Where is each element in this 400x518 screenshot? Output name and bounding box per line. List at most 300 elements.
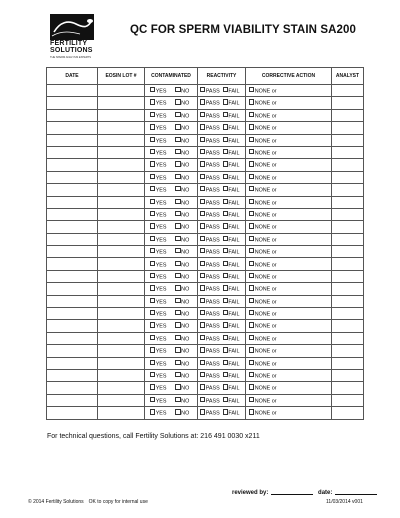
- contaminated-no-checkbox[interactable]: [175, 384, 189, 391]
- checkbox-icon[interactable]: [175, 211, 180, 216]
- checkbox-icon[interactable]: [150, 322, 155, 327]
- eosin-lot-cell[interactable]: [98, 208, 145, 220]
- reactivity-pass-checkbox[interactable]: [200, 347, 220, 354]
- reactivity-pass-checkbox[interactable]: [200, 149, 220, 156]
- checkbox-icon[interactable]: [150, 384, 155, 389]
- checkbox-icon[interactable]: [249, 223, 254, 228]
- corrective-none-checkbox[interactable]: [249, 322, 277, 329]
- reactivity-pass-checkbox[interactable]: [200, 236, 220, 243]
- reactivity-fail-checkbox[interactable]: [223, 124, 240, 131]
- checkbox-icon[interactable]: [175, 372, 180, 377]
- checkbox-icon[interactable]: [249, 298, 254, 303]
- corrective-none-checkbox[interactable]: [249, 112, 277, 119]
- checkbox-icon[interactable]: [200, 310, 205, 315]
- corrective-none-checkbox[interactable]: [249, 248, 277, 255]
- reactivity-fail-checkbox[interactable]: [223, 248, 240, 255]
- checkbox-icon[interactable]: [200, 211, 205, 216]
- checkbox-icon[interactable]: [150, 99, 155, 104]
- reactivity-pass-checkbox[interactable]: [200, 112, 220, 119]
- checkbox-icon[interactable]: [249, 211, 254, 216]
- reactivity-fail-checkbox[interactable]: [223, 322, 240, 329]
- checkbox-icon[interactable]: [175, 310, 180, 315]
- checkbox-icon[interactable]: [150, 149, 155, 154]
- checkbox-icon[interactable]: [249, 137, 254, 142]
- analyst-cell[interactable]: [332, 320, 364, 332]
- eosin-lot-cell[interactable]: [98, 283, 145, 295]
- date-cell[interactable]: [47, 122, 98, 134]
- analyst-cell[interactable]: [332, 246, 364, 258]
- contaminated-yes-checkbox[interactable]: [150, 211, 166, 218]
- reactivity-pass-checkbox[interactable]: [200, 87, 220, 94]
- corrective-none-checkbox[interactable]: [249, 223, 277, 230]
- analyst-cell[interactable]: [332, 407, 364, 419]
- checkbox-icon[interactable]: [200, 360, 205, 365]
- checkbox-icon[interactable]: [200, 261, 205, 266]
- contaminated-yes-checkbox[interactable]: [150, 112, 166, 119]
- corrective-none-checkbox[interactable]: [249, 261, 277, 268]
- analyst-cell[interactable]: [332, 159, 364, 171]
- checkbox-icon[interactable]: [200, 161, 205, 166]
- analyst-cell[interactable]: [332, 146, 364, 158]
- checkbox-icon[interactable]: [200, 322, 205, 327]
- analyst-cell[interactable]: [332, 382, 364, 394]
- reactivity-fail-checkbox[interactable]: [223, 285, 240, 292]
- corrective-none-checkbox[interactable]: [249, 199, 277, 206]
- reactivity-pass-checkbox[interactable]: [200, 298, 220, 305]
- checkbox-icon[interactable]: [200, 273, 205, 278]
- checkbox-icon[interactable]: [150, 261, 155, 266]
- eosin-lot-cell[interactable]: [98, 369, 145, 381]
- corrective-none-checkbox[interactable]: [249, 211, 277, 218]
- checkbox-icon[interactable]: [175, 397, 180, 402]
- checkbox-icon[interactable]: [150, 174, 155, 179]
- corrective-none-checkbox[interactable]: [249, 99, 277, 106]
- date-cell[interactable]: [47, 369, 98, 381]
- eosin-lot-cell[interactable]: [98, 97, 145, 109]
- eosin-lot-cell[interactable]: [98, 196, 145, 208]
- eosin-lot-cell[interactable]: [98, 171, 145, 183]
- eosin-lot-cell[interactable]: [98, 134, 145, 146]
- reactivity-pass-checkbox[interactable]: [200, 199, 220, 206]
- corrective-none-checkbox[interactable]: [249, 87, 277, 94]
- eosin-lot-cell[interactable]: [98, 382, 145, 394]
- analyst-cell[interactable]: [332, 394, 364, 406]
- date-cell[interactable]: [47, 233, 98, 245]
- analyst-cell[interactable]: [332, 196, 364, 208]
- checkbox-icon[interactable]: [249, 335, 254, 340]
- contaminated-no-checkbox[interactable]: [175, 347, 189, 354]
- checkbox-icon[interactable]: [249, 199, 254, 204]
- eosin-lot-cell[interactable]: [98, 345, 145, 357]
- reactivity-fail-checkbox[interactable]: [223, 372, 240, 379]
- checkbox-icon[interactable]: [150, 223, 155, 228]
- checkbox-icon[interactable]: [200, 124, 205, 129]
- corrective-none-checkbox[interactable]: [249, 347, 277, 354]
- reactivity-pass-checkbox[interactable]: [200, 285, 220, 292]
- checkbox-icon[interactable]: [200, 186, 205, 191]
- checkbox-icon[interactable]: [150, 236, 155, 241]
- checkbox-icon[interactable]: [175, 360, 180, 365]
- date-cell[interactable]: [47, 146, 98, 158]
- checkbox-icon[interactable]: [150, 409, 155, 414]
- checkbox-icon[interactable]: [175, 273, 180, 278]
- checkbox-icon[interactable]: [150, 161, 155, 166]
- checkbox-icon[interactable]: [249, 397, 254, 402]
- contaminated-no-checkbox[interactable]: [175, 397, 189, 404]
- corrective-none-checkbox[interactable]: [249, 310, 277, 317]
- date-cell[interactable]: [47, 171, 98, 183]
- contaminated-yes-checkbox[interactable]: [150, 248, 166, 255]
- corrective-none-checkbox[interactable]: [249, 409, 277, 416]
- checkbox-icon[interactable]: [200, 174, 205, 179]
- checkbox-icon[interactable]: [175, 161, 180, 166]
- eosin-lot-cell[interactable]: [98, 146, 145, 158]
- corrective-none-checkbox[interactable]: [249, 236, 277, 243]
- checkbox-icon[interactable]: [150, 112, 155, 117]
- checkbox-icon[interactable]: [150, 360, 155, 365]
- analyst-cell[interactable]: [332, 122, 364, 134]
- checkbox-icon[interactable]: [175, 409, 180, 414]
- checkbox-icon[interactable]: [200, 248, 205, 253]
- analyst-cell[interactable]: [332, 134, 364, 146]
- eosin-lot-cell[interactable]: [98, 320, 145, 332]
- checkbox-icon[interactable]: [175, 87, 180, 92]
- contaminated-yes-checkbox[interactable]: [150, 360, 166, 367]
- checkbox-icon[interactable]: [249, 174, 254, 179]
- corrective-none-checkbox[interactable]: [249, 124, 277, 131]
- reactivity-fail-checkbox[interactable]: [223, 99, 240, 106]
- contaminated-no-checkbox[interactable]: [175, 248, 189, 255]
- checkbox-icon[interactable]: [175, 124, 180, 129]
- reactivity-fail-checkbox[interactable]: [223, 397, 240, 404]
- analyst-cell[interactable]: [332, 97, 364, 109]
- contaminated-yes-checkbox[interactable]: [150, 335, 166, 342]
- checkbox-icon[interactable]: [150, 199, 155, 204]
- reactivity-pass-checkbox[interactable]: [200, 223, 220, 230]
- contaminated-yes-checkbox[interactable]: [150, 186, 166, 193]
- reactivity-pass-checkbox[interactable]: [200, 161, 220, 168]
- analyst-cell[interactable]: [332, 208, 364, 220]
- contaminated-no-checkbox[interactable]: [175, 310, 189, 317]
- contaminated-yes-checkbox[interactable]: [150, 87, 166, 94]
- contaminated-no-checkbox[interactable]: [175, 360, 189, 367]
- analyst-cell[interactable]: [332, 85, 364, 97]
- date-cell[interactable]: [47, 407, 98, 419]
- date-cell[interactable]: [47, 208, 98, 220]
- reactivity-fail-checkbox[interactable]: [223, 137, 240, 144]
- checkbox-icon[interactable]: [200, 99, 205, 104]
- analyst-cell[interactable]: [332, 357, 364, 369]
- checkbox-icon[interactable]: [175, 223, 180, 228]
- eosin-lot-cell[interactable]: [98, 159, 145, 171]
- reactivity-pass-checkbox[interactable]: [200, 174, 220, 181]
- checkbox-icon[interactable]: [150, 186, 155, 191]
- date-cell[interactable]: [47, 345, 98, 357]
- checkbox-icon[interactable]: [150, 335, 155, 340]
- reactivity-fail-checkbox[interactable]: [223, 409, 240, 416]
- checkbox-icon[interactable]: [150, 372, 155, 377]
- checkbox-icon[interactable]: [249, 261, 254, 266]
- eosin-lot-cell[interactable]: [98, 122, 145, 134]
- date-cell[interactable]: [47, 332, 98, 344]
- checkbox-icon[interactable]: [175, 199, 180, 204]
- date-cell[interactable]: [47, 109, 98, 121]
- checkbox-icon[interactable]: [200, 223, 205, 228]
- reviewed-by-field[interactable]: [271, 494, 313, 495]
- contaminated-yes-checkbox[interactable]: [150, 161, 166, 168]
- checkbox-icon[interactable]: [249, 161, 254, 166]
- checkbox-icon[interactable]: [200, 335, 205, 340]
- eosin-lot-cell[interactable]: [98, 332, 145, 344]
- checkbox-icon[interactable]: [150, 273, 155, 278]
- checkbox-icon[interactable]: [150, 397, 155, 402]
- checkbox-icon[interactable]: [249, 248, 254, 253]
- contaminated-yes-checkbox[interactable]: [150, 409, 166, 416]
- checkbox-icon[interactable]: [175, 335, 180, 340]
- checkbox-icon[interactable]: [175, 285, 180, 290]
- checkbox-icon[interactable]: [200, 347, 205, 352]
- checkbox-icon[interactable]: [150, 248, 155, 253]
- date-cell[interactable]: [47, 97, 98, 109]
- checkbox-icon[interactable]: [249, 149, 254, 154]
- contaminated-yes-checkbox[interactable]: [150, 199, 166, 206]
- reactivity-fail-checkbox[interactable]: [223, 273, 240, 280]
- contaminated-yes-checkbox[interactable]: [150, 149, 166, 156]
- contaminated-no-checkbox[interactable]: [175, 236, 189, 243]
- checkbox-icon[interactable]: [249, 236, 254, 241]
- date-cell[interactable]: [47, 394, 98, 406]
- analyst-cell[interactable]: [332, 258, 364, 270]
- date-cell[interactable]: [47, 221, 98, 233]
- contaminated-no-checkbox[interactable]: [175, 174, 189, 181]
- checkbox-icon[interactable]: [249, 99, 254, 104]
- checkbox-icon[interactable]: [150, 124, 155, 129]
- reactivity-pass-checkbox[interactable]: [200, 124, 220, 131]
- reactivity-pass-checkbox[interactable]: [200, 397, 220, 404]
- checkbox-icon[interactable]: [249, 273, 254, 278]
- corrective-none-checkbox[interactable]: [249, 384, 277, 391]
- eosin-lot-cell[interactable]: [98, 85, 145, 97]
- checkbox-icon[interactable]: [200, 285, 205, 290]
- checkbox-icon[interactable]: [175, 248, 180, 253]
- checkbox-icon[interactable]: [175, 236, 180, 241]
- contaminated-no-checkbox[interactable]: [175, 149, 189, 156]
- eosin-lot-cell[interactable]: [98, 233, 145, 245]
- checkbox-icon[interactable]: [249, 186, 254, 191]
- checkbox-icon[interactable]: [249, 87, 254, 92]
- checkbox-icon[interactable]: [175, 99, 180, 104]
- contaminated-no-checkbox[interactable]: [175, 211, 189, 218]
- contaminated-yes-checkbox[interactable]: [150, 273, 166, 280]
- analyst-cell[interactable]: [332, 345, 364, 357]
- date-cell[interactable]: [47, 196, 98, 208]
- contaminated-yes-checkbox[interactable]: [150, 174, 166, 181]
- corrective-none-checkbox[interactable]: [249, 174, 277, 181]
- analyst-cell[interactable]: [332, 283, 364, 295]
- reactivity-pass-checkbox[interactable]: [200, 409, 220, 416]
- corrective-none-checkbox[interactable]: [249, 397, 277, 404]
- reactivity-fail-checkbox[interactable]: [223, 161, 240, 168]
- eosin-lot-cell[interactable]: [98, 308, 145, 320]
- checkbox-icon[interactable]: [175, 174, 180, 179]
- checkbox-icon[interactable]: [249, 310, 254, 315]
- checkbox-icon[interactable]: [150, 310, 155, 315]
- checkbox-icon[interactable]: [249, 384, 254, 389]
- reactivity-pass-checkbox[interactable]: [200, 248, 220, 255]
- eosin-lot-cell[interactable]: [98, 295, 145, 307]
- eosin-lot-cell[interactable]: [98, 394, 145, 406]
- analyst-cell[interactable]: [332, 109, 364, 121]
- date-cell[interactable]: [47, 382, 98, 394]
- corrective-none-checkbox[interactable]: [249, 298, 277, 305]
- checkbox-icon[interactable]: [150, 87, 155, 92]
- checkbox-icon[interactable]: [200, 298, 205, 303]
- reactivity-pass-checkbox[interactable]: [200, 137, 220, 144]
- reactivity-pass-checkbox[interactable]: [200, 322, 220, 329]
- reactivity-fail-checkbox[interactable]: [223, 186, 240, 193]
- corrective-none-checkbox[interactable]: [249, 372, 277, 379]
- checkbox-icon[interactable]: [200, 87, 205, 92]
- eosin-lot-cell[interactable]: [98, 184, 145, 196]
- contaminated-yes-checkbox[interactable]: [150, 223, 166, 230]
- reactivity-fail-checkbox[interactable]: [223, 310, 240, 317]
- reactivity-fail-checkbox[interactable]: [223, 384, 240, 391]
- contaminated-yes-checkbox[interactable]: [150, 397, 166, 404]
- date-cell[interactable]: [47, 270, 98, 282]
- contaminated-yes-checkbox[interactable]: [150, 310, 166, 317]
- contaminated-yes-checkbox[interactable]: [150, 99, 166, 106]
- checkbox-icon[interactable]: [200, 236, 205, 241]
- checkbox-icon[interactable]: [175, 298, 180, 303]
- reactivity-pass-checkbox[interactable]: [200, 384, 220, 391]
- contaminated-no-checkbox[interactable]: [175, 335, 189, 342]
- eosin-lot-cell[interactable]: [98, 109, 145, 121]
- reactivity-fail-checkbox[interactable]: [223, 174, 240, 181]
- contaminated-no-checkbox[interactable]: [175, 112, 189, 119]
- reactivity-fail-checkbox[interactable]: [223, 149, 240, 156]
- checkbox-icon[interactable]: [150, 211, 155, 216]
- corrective-none-checkbox[interactable]: [249, 335, 277, 342]
- corrective-none-checkbox[interactable]: [249, 285, 277, 292]
- reactivity-pass-checkbox[interactable]: [200, 186, 220, 193]
- checkbox-icon[interactable]: [200, 112, 205, 117]
- eosin-lot-cell[interactable]: [98, 357, 145, 369]
- corrective-none-checkbox[interactable]: [249, 149, 277, 156]
- checkbox-icon[interactable]: [200, 397, 205, 402]
- checkbox-icon[interactable]: [249, 372, 254, 377]
- contaminated-yes-checkbox[interactable]: [150, 261, 166, 268]
- checkbox-icon[interactable]: [249, 112, 254, 117]
- analyst-cell[interactable]: [332, 332, 364, 344]
- date-cell[interactable]: [47, 283, 98, 295]
- date-cell[interactable]: [47, 134, 98, 146]
- contaminated-no-checkbox[interactable]: [175, 161, 189, 168]
- reactivity-pass-checkbox[interactable]: [200, 211, 220, 218]
- date-cell[interactable]: [47, 246, 98, 258]
- reactivity-fail-checkbox[interactable]: [223, 335, 240, 342]
- checkbox-icon[interactable]: [150, 285, 155, 290]
- contaminated-no-checkbox[interactable]: [175, 137, 189, 144]
- analyst-cell[interactable]: [332, 308, 364, 320]
- eosin-lot-cell[interactable]: [98, 221, 145, 233]
- date-cell[interactable]: [47, 357, 98, 369]
- contaminated-no-checkbox[interactable]: [175, 261, 189, 268]
- date-cell[interactable]: [47, 258, 98, 270]
- reactivity-fail-checkbox[interactable]: [223, 199, 240, 206]
- contaminated-no-checkbox[interactable]: [175, 372, 189, 379]
- checkbox-icon[interactable]: [200, 199, 205, 204]
- checkbox-icon[interactable]: [249, 322, 254, 327]
- reactivity-pass-checkbox[interactable]: [200, 310, 220, 317]
- contaminated-no-checkbox[interactable]: [175, 99, 189, 106]
- checkbox-icon[interactable]: [200, 384, 205, 389]
- checkbox-icon[interactable]: [175, 384, 180, 389]
- eosin-lot-cell[interactable]: [98, 246, 145, 258]
- checkbox-icon[interactable]: [150, 298, 155, 303]
- analyst-cell[interactable]: [332, 184, 364, 196]
- reactivity-fail-checkbox[interactable]: [223, 236, 240, 243]
- eosin-lot-cell[interactable]: [98, 407, 145, 419]
- date-cell[interactable]: [47, 159, 98, 171]
- checkbox-icon[interactable]: [249, 409, 254, 414]
- checkbox-icon[interactable]: [200, 137, 205, 142]
- reactivity-fail-checkbox[interactable]: [223, 223, 240, 230]
- checkbox-icon[interactable]: [249, 347, 254, 352]
- date-cell[interactable]: [47, 308, 98, 320]
- contaminated-yes-checkbox[interactable]: [150, 347, 166, 354]
- analyst-cell[interactable]: [332, 369, 364, 381]
- checkbox-icon[interactable]: [200, 409, 205, 414]
- checkbox-icon[interactable]: [150, 347, 155, 352]
- checkbox-icon[interactable]: [200, 372, 205, 377]
- checkbox-icon[interactable]: [175, 186, 180, 191]
- reactivity-fail-checkbox[interactable]: [223, 298, 240, 305]
- contaminated-yes-checkbox[interactable]: [150, 124, 166, 131]
- contaminated-no-checkbox[interactable]: [175, 298, 189, 305]
- analyst-cell[interactable]: [332, 221, 364, 233]
- contaminated-no-checkbox[interactable]: [175, 273, 189, 280]
- reactivity-fail-checkbox[interactable]: [223, 261, 240, 268]
- checkbox-icon[interactable]: [175, 347, 180, 352]
- reactivity-fail-checkbox[interactable]: [223, 347, 240, 354]
- date-cell[interactable]: [47, 85, 98, 97]
- contaminated-yes-checkbox[interactable]: [150, 137, 166, 144]
- corrective-none-checkbox[interactable]: [249, 186, 277, 193]
- checkbox-icon[interactable]: [175, 112, 180, 117]
- checkbox-icon[interactable]: [200, 149, 205, 154]
- analyst-cell[interactable]: [332, 295, 364, 307]
- checkbox-icon[interactable]: [249, 124, 254, 129]
- contaminated-yes-checkbox[interactable]: [150, 236, 166, 243]
- checkbox-icon[interactable]: [249, 360, 254, 365]
- reactivity-pass-checkbox[interactable]: [200, 335, 220, 342]
- checkbox-icon[interactable]: [175, 149, 180, 154]
- contaminated-yes-checkbox[interactable]: [150, 384, 166, 391]
- reactivity-pass-checkbox[interactable]: [200, 99, 220, 106]
- date-cell[interactable]: [47, 295, 98, 307]
- contaminated-no-checkbox[interactable]: [175, 124, 189, 131]
- contaminated-yes-checkbox[interactable]: [150, 298, 166, 305]
- checkbox-icon[interactable]: [175, 261, 180, 266]
- date-cell[interactable]: [47, 184, 98, 196]
- contaminated-no-checkbox[interactable]: [175, 87, 189, 94]
- reactivity-pass-checkbox[interactable]: [200, 372, 220, 379]
- analyst-cell[interactable]: [332, 233, 364, 245]
- contaminated-yes-checkbox[interactable]: [150, 322, 166, 329]
- review-date-field[interactable]: [335, 494, 377, 495]
- corrective-none-checkbox[interactable]: [249, 273, 277, 280]
- corrective-none-checkbox[interactable]: [249, 360, 277, 367]
